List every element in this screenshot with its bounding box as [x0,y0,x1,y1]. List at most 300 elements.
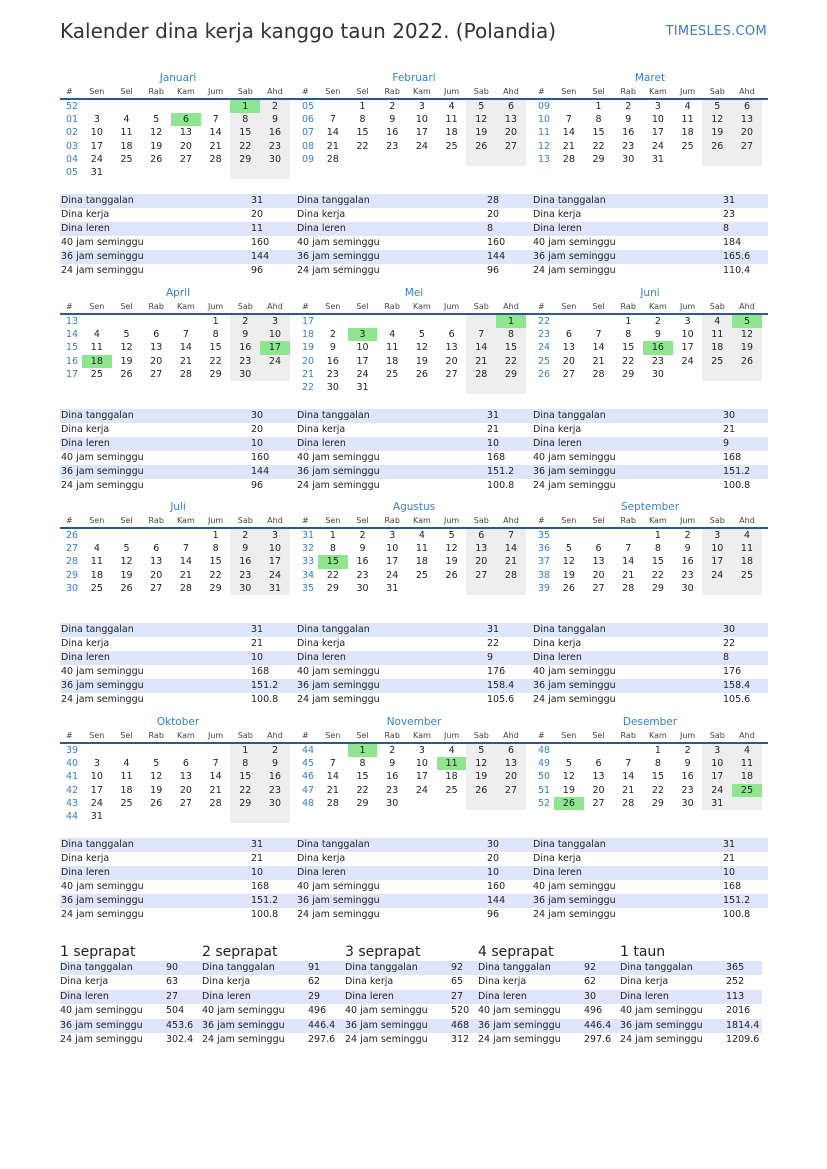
day-cell[interactable]: 6 [153,329,160,341]
day-cell[interactable]: 2 [389,745,396,756]
day-cell[interactable]: 28 [622,797,635,809]
day-cell[interactable]: 23 [681,569,694,581]
day-cell[interactable]: 29 [651,582,664,594]
day-cell[interactable]: 15 [209,342,222,354]
brand-link[interactable]: TIMESLES.COM [665,24,767,39]
day-cell[interactable]: 16 [260,126,290,139]
day-cell[interactable]: 30 [651,368,664,380]
day-cell[interactable]: 17 [415,127,428,139]
day-cell[interactable]: 8 [230,113,260,126]
day-cell[interactable]: 18 [445,127,458,139]
day-cell[interactable]: 27 [732,140,762,153]
day-cell[interactable]: 8 [654,543,661,555]
day-cell[interactable]: 22 [592,140,605,152]
day-cell[interactable]: 24 [90,797,103,809]
day-cell[interactable]: 26 [120,582,133,594]
day-cell[interactable]: 27 [496,784,526,797]
day-cell[interactable]: 20 [732,126,762,139]
day-cell[interactable]: 28 [179,582,192,594]
day-cell[interactable]: 20 [445,355,458,367]
day-cell[interactable]: 31 [90,810,103,822]
day-cell[interactable]: 4 [448,101,455,112]
day-cell[interactable]: 2 [230,529,260,542]
day-cell[interactable]: 24 [356,368,369,380]
day-cell[interactable]: 7 [565,114,572,126]
day-cell[interactable]: 10 [386,543,399,555]
day-cell[interactable]: 31 [386,582,399,594]
day-cell[interactable]: 15 [592,127,605,139]
day-cell[interactable]: 14 [562,127,575,139]
day-cell[interactable]: 28 [592,368,605,380]
day-cell[interactable]: 16 [260,770,290,783]
day-cell[interactable]: 26 [415,368,428,380]
day-cell[interactable]: 17 [386,556,399,568]
day-cell[interactable]: 23 [651,355,664,367]
day-cell[interactable]: 2 [260,100,290,113]
day-cell[interactable]: 17 [702,555,732,568]
day-cell[interactable]: 2 [230,315,260,328]
day-cell[interactable]: 1 [654,745,661,756]
day-cell[interactable]: 7 [212,114,219,126]
day-cell[interactable]: 31 [702,797,732,810]
day-cell[interactable]: 19 [466,126,496,139]
day-cell[interactable]: 25 [445,140,458,152]
day-cell[interactable]: 8 [230,757,260,770]
day-cell[interactable]: 15 [318,555,348,568]
day-cell[interactable]: 2 [684,530,691,541]
day-cell[interactable]: 22 [356,140,369,152]
day-cell[interactable]: 21 [179,569,192,581]
day-cell[interactable]: 19 [562,784,575,796]
day-cell[interactable]: 25 [702,355,732,368]
day-cell[interactable]: 18 [386,355,399,367]
day-cell[interactable]: 16 [230,555,260,568]
day-cell[interactable]: 27 [562,368,575,380]
day-cell[interactable]: 14 [179,342,192,354]
day-cell[interactable]: 22 [209,569,222,581]
day-cell[interactable]: 1 [230,744,260,757]
day-cell[interactable]: 1 [359,101,366,112]
day-cell[interactable]: 10 [651,114,664,126]
day-cell[interactable]: 17 [356,355,369,367]
day-cell[interactable]: 30 [230,582,260,595]
day-cell[interactable]: 22 [230,140,260,153]
day-cell[interactable]: 13 [592,556,605,568]
day-cell[interactable]: 2 [359,530,366,541]
day-cell[interactable]: 4 [93,329,100,341]
day-cell[interactable]: 21 [592,355,605,367]
day-cell[interactable]: 8 [329,543,336,555]
day-cell[interactable]: 10 [90,127,103,139]
day-cell[interactable]: 10 [681,329,694,341]
day-cell[interactable]: 1 [230,100,260,113]
day-cell[interactable]: 17 [260,555,290,568]
day-cell[interactable]: 26 [445,569,458,581]
day-cell[interactable]: 15 [230,126,260,139]
day-cell[interactable]: 6 [182,758,189,770]
day-cell[interactable]: 30 [386,797,399,809]
day-cell[interactable]: 5 [448,530,455,541]
day-cell[interactable]: 29 [209,368,222,380]
day-cell[interactable]: 26 [562,582,575,594]
day-cell[interactable]: 14 [622,556,635,568]
day-cell[interactable]: 3 [418,745,425,756]
day-cell[interactable]: 19 [150,140,163,152]
day-cell[interactable]: 3 [702,529,732,542]
day-cell[interactable]: 13 [150,556,163,568]
day-cell[interactable]: 24 [260,355,290,368]
day-cell[interactable]: 14 [179,556,192,568]
day-cell[interactable]: 18 [82,355,112,368]
day-cell[interactable]: 19 [562,569,575,581]
day-cell[interactable]: 5 [418,329,425,341]
day-cell[interactable]: 30 [622,153,635,165]
day-cell[interactable]: 27 [496,140,526,153]
day-cell[interactable]: 31 [651,153,664,165]
day-cell[interactable]: 6 [153,543,160,555]
day-cell[interactable]: 24 [681,355,694,367]
day-cell[interactable]: 19 [466,770,496,783]
day-cell[interactable]: 15 [496,341,526,354]
day-cell[interactable]: 7 [329,114,336,126]
day-cell[interactable]: 25 [120,153,133,165]
day-cell[interactable]: 18 [681,127,694,139]
day-cell[interactable]: 8 [359,758,366,770]
day-cell[interactable]: 18 [732,770,762,783]
day-cell[interactable]: 26 [120,368,133,380]
day-cell[interactable]: 11 [386,342,399,354]
day-cell[interactable]: 27 [150,582,163,594]
day-cell[interactable]: 17 [90,140,103,152]
day-cell[interactable]: 26 [732,355,762,368]
day-cell[interactable]: 4 [123,114,130,126]
day-cell[interactable]: 9 [230,328,260,341]
day-cell[interactable]: 12 [466,757,496,770]
day-cell[interactable]: 4 [123,758,130,770]
day-cell[interactable]: 22 [356,784,369,796]
day-cell[interactable]: 27 [592,582,605,594]
day-cell[interactable]: 14 [326,771,339,783]
day-cell[interactable]: 19 [120,355,133,367]
day-cell[interactable]: 20 [179,784,192,796]
day-cell[interactable]: 22 [651,569,664,581]
day-cell[interactable]: 25 [386,368,399,380]
day-cell[interactable]: 25 [732,784,762,797]
day-cell[interactable]: 19 [150,784,163,796]
day-cell[interactable]: 2 [260,744,290,757]
day-cell[interactable]: 25 [90,582,103,594]
day-cell[interactable]: 6 [466,529,496,542]
day-cell[interactable]: 29 [496,368,526,381]
day-cell[interactable]: 3 [654,101,661,112]
day-cell[interactable]: 18 [120,140,133,152]
day-cell[interactable]: 18 [732,555,762,568]
day-cell[interactable]: 11 [681,114,694,126]
day-cell[interactable]: 20 [150,355,163,367]
day-cell[interactable]: 22 [230,784,260,797]
day-cell[interactable]: 13 [562,342,575,354]
day-cell[interactable]: 30 [326,381,339,393]
day-cell[interactable]: 7 [212,758,219,770]
day-cell[interactable]: 1 [212,316,219,327]
day-cell[interactable]: 23 [260,784,290,797]
day-cell[interactable]: 24 [415,784,428,796]
day-cell[interactable]: 14 [466,341,496,354]
day-cell[interactable]: 5 [732,315,762,328]
day-cell[interactable]: 21 [622,569,635,581]
day-cell[interactable]: 22 [622,355,635,367]
day-cell[interactable]: 25 [445,784,458,796]
day-cell[interactable]: 21 [622,784,635,796]
day-cell[interactable]: 8 [595,114,602,126]
day-cell[interactable]: 3 [418,101,425,112]
day-cell[interactable]: 6 [732,100,762,113]
day-cell[interactable]: 20 [562,355,575,367]
day-cell[interactable]: 16 [681,771,694,783]
day-cell[interactable]: 20 [179,140,192,152]
day-cell[interactable]: 12 [120,556,133,568]
day-cell[interactable]: 7 [496,529,526,542]
day-cell[interactable]: 13 [592,771,605,783]
day-cell[interactable]: 5 [153,758,160,770]
day-cell[interactable]: 24 [386,569,399,581]
day-cell[interactable]: 13 [496,757,526,770]
day-cell[interactable]: 29 [230,153,260,166]
day-cell[interactable]: 16 [326,355,339,367]
day-cell[interactable]: 15 [356,127,369,139]
day-cell[interactable]: 12 [702,113,732,126]
day-cell[interactable]: 5 [565,543,572,555]
day-cell[interactable]: 8 [496,328,526,341]
day-cell[interactable]: 3 [389,530,396,541]
day-cell[interactable]: 4 [702,315,732,328]
day-cell[interactable]: 11 [437,757,467,770]
day-cell[interactable]: 22 [496,355,526,368]
day-cell[interactable]: 21 [496,555,526,568]
day-cell[interactable]: 12 [562,771,575,783]
day-cell[interactable]: 29 [356,797,369,809]
day-cell[interactable]: 7 [182,543,189,555]
day-cell[interactable]: 15 [209,556,222,568]
day-cell[interactable]: 12 [562,556,575,568]
day-cell[interactable]: 20 [466,555,496,568]
day-cell[interactable]: 28 [326,797,339,809]
day-cell[interactable]: 28 [496,569,526,582]
day-cell[interactable]: 7 [625,543,632,555]
day-cell[interactable]: 21 [466,355,496,368]
day-cell[interactable]: 7 [625,758,632,770]
day-cell[interactable]: 22 [209,355,222,367]
day-cell[interactable]: 9 [654,329,661,341]
day-cell[interactable]: 4 [418,530,425,541]
day-cell[interactable]: 11 [120,771,133,783]
day-cell[interactable]: 31 [90,166,103,178]
day-cell[interactable]: 31 [260,582,290,595]
day-cell[interactable]: 9 [684,758,691,770]
day-cell[interactable]: 10 [260,542,290,555]
day-cell[interactable]: 15 [622,342,635,354]
day-cell[interactable]: 13 [496,113,526,126]
day-cell[interactable]: 24 [415,140,428,152]
day-cell[interactable]: 20 [150,569,163,581]
day-cell[interactable]: 10 [356,342,369,354]
day-cell[interactable]: 12 [150,127,163,139]
day-cell[interactable]: 26 [702,140,732,153]
day-cell[interactable]: 5 [123,543,130,555]
day-cell[interactable]: 15 [356,771,369,783]
day-cell[interactable]: 13 [732,113,762,126]
day-cell[interactable]: 9 [359,543,366,555]
day-cell[interactable]: 17 [651,127,664,139]
day-cell[interactable]: 24 [702,784,732,797]
day-cell[interactable]: 8 [359,114,366,126]
day-cell[interactable]: 28 [466,368,496,381]
day-cell[interactable]: 13 [445,342,458,354]
day-cell[interactable]: 27 [179,797,192,809]
day-cell[interactable]: 14 [622,771,635,783]
day-cell[interactable]: 5 [466,744,496,757]
day-cell[interactable]: 23 [386,784,399,796]
day-cell[interactable]: 6 [496,100,526,113]
day-cell[interactable]: 2 [654,316,661,327]
day-cell[interactable]: 6 [595,543,602,555]
day-cell[interactable]: 27 [592,797,605,809]
day-cell[interactable]: 20 [496,770,526,783]
day-cell[interactable]: 21 [209,140,222,152]
day-cell[interactable]: 15 [651,556,664,568]
day-cell[interactable]: 10 [415,758,428,770]
day-cell[interactable]: 18 [445,771,458,783]
day-cell[interactable]: 26 [466,140,496,153]
day-cell[interactable]: 21 [179,355,192,367]
day-cell[interactable]: 11 [120,127,133,139]
day-cell[interactable]: 8 [212,543,219,555]
day-cell[interactable]: 29 [230,797,260,810]
day-cell[interactable]: 16 [230,341,260,354]
day-cell[interactable]: 29 [622,368,635,380]
day-cell[interactable]: 23 [326,368,339,380]
day-cell[interactable]: 27 [445,368,458,380]
day-cell[interactable]: 11 [732,542,762,555]
day-cell[interactable]: 25 [732,569,762,582]
day-cell[interactable]: 9 [684,543,691,555]
day-cell[interactable]: 4 [448,745,455,756]
day-cell[interactable]: 3 [684,316,691,327]
day-cell[interactable]: 12 [415,342,428,354]
day-cell[interactable]: 2 [625,101,632,112]
day-cell[interactable]: 9 [389,758,396,770]
day-cell[interactable]: 26 [466,784,496,797]
day-cell[interactable]: 3 [93,758,100,770]
day-cell[interactable]: 11 [445,114,458,126]
day-cell[interactable]: 5 [702,100,732,113]
day-cell[interactable]: 11 [702,328,732,341]
day-cell[interactable]: 1 [348,744,378,757]
day-cell[interactable]: 26 [150,153,163,165]
day-cell[interactable]: 22 [326,569,339,581]
day-cell[interactable]: 1 [595,101,602,112]
day-cell[interactable]: 19 [732,341,762,354]
day-cell[interactable]: 13 [179,771,192,783]
day-cell[interactable]: 3 [260,529,290,542]
day-cell[interactable]: 14 [326,127,339,139]
day-cell[interactable]: 20 [592,569,605,581]
day-cell[interactable]: 9 [230,542,260,555]
day-cell[interactable]: 23 [230,355,260,368]
day-cell[interactable]: 9 [625,114,632,126]
day-cell[interactable]: 21 [562,140,575,152]
day-cell[interactable]: 22 [651,784,664,796]
day-cell[interactable]: 29 [326,582,339,594]
day-cell[interactable]: 15 [230,770,260,783]
day-cell[interactable]: 1 [329,530,336,541]
day-cell[interactable]: 30 [260,797,290,810]
day-cell[interactable]: 16 [386,127,399,139]
day-cell[interactable]: 13 [150,342,163,354]
day-cell[interactable]: 27 [179,153,192,165]
day-cell[interactable]: 30 [230,368,260,381]
day-cell[interactable]: 10 [260,328,290,341]
day-cell[interactable]: 8 [625,329,632,341]
day-cell[interactable]: 6 [565,329,572,341]
day-cell[interactable]: 16 [681,556,694,568]
day-cell[interactable]: 23 [386,140,399,152]
day-cell[interactable]: 27 [150,368,163,380]
day-cell[interactable]: 23 [356,569,369,581]
day-cell[interactable]: 3 [93,114,100,126]
day-cell[interactable]: 2 [684,745,691,756]
day-cell[interactable]: 25 [681,140,694,152]
day-cell[interactable]: 6 [496,744,526,757]
day-cell[interactable]: 18 [415,556,428,568]
day-cell[interactable]: 20 [496,126,526,139]
day-cell[interactable]: 23 [230,569,260,582]
day-cell[interactable]: 30 [681,582,694,594]
day-cell[interactable]: 8 [212,329,219,341]
day-cell[interactable]: 19 [415,355,428,367]
day-cell[interactable]: 17 [702,770,732,783]
day-cell[interactable]: 29 [592,153,605,165]
day-cell[interactable]: 7 [182,329,189,341]
day-cell[interactable]: 11 [90,556,103,568]
day-cell[interactable]: 26 [150,797,163,809]
day-cell[interactable]: 12 [732,328,762,341]
day-cell[interactable]: 7 [329,758,336,770]
day-cell[interactable]: 16 [356,556,369,568]
day-cell[interactable]: 18 [90,569,103,581]
day-cell[interactable]: 5 [153,114,160,126]
day-cell[interactable]: 17 [681,342,694,354]
day-cell[interactable]: 20 [592,784,605,796]
day-cell[interactable]: 25 [90,368,103,380]
day-cell[interactable]: 29 [651,797,664,809]
day-cell[interactable]: 5 [123,329,130,341]
day-cell[interactable]: 1 [496,315,526,328]
day-cell[interactable]: 18 [702,341,732,354]
day-cell[interactable]: 4 [389,329,396,341]
day-cell[interactable]: 21 [326,140,339,152]
day-cell[interactable]: 25 [120,797,133,809]
day-cell[interactable]: 3 [702,744,732,757]
day-cell[interactable]: 10 [415,114,428,126]
day-cell[interactable]: 24 [260,569,290,582]
day-cell[interactable]: 17 [415,771,428,783]
day-cell[interactable]: 24 [90,153,103,165]
day-cell[interactable]: 28 [562,153,575,165]
day-cell[interactable]: 24 [651,140,664,152]
day-cell[interactable]: 28 [622,582,635,594]
day-cell[interactable]: 30 [681,797,694,809]
